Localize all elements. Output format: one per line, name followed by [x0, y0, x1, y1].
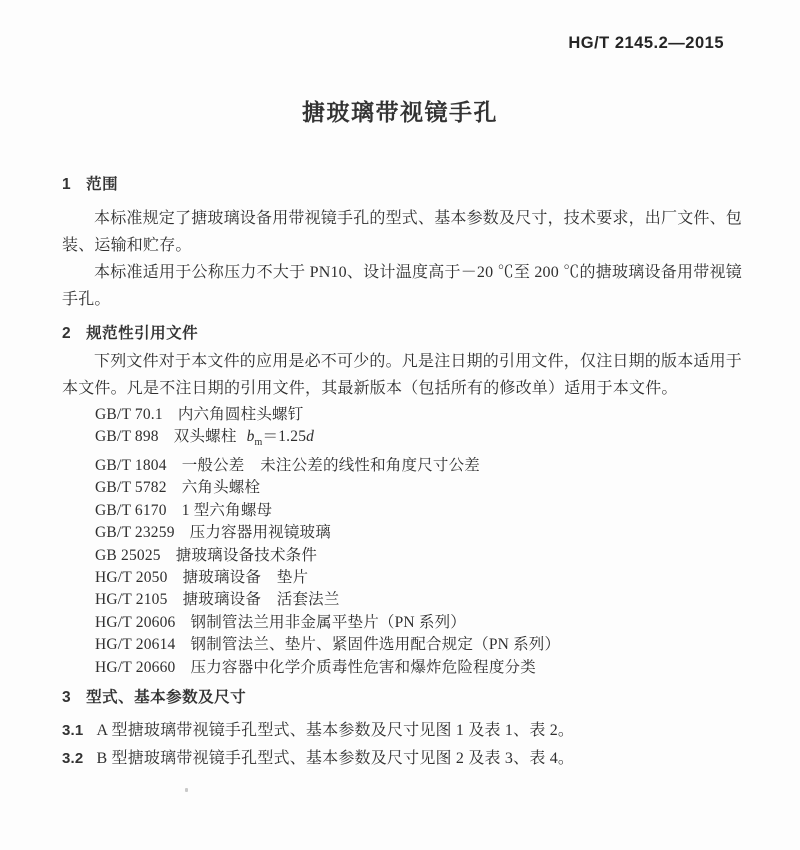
formula-equality: ＝1.25 — [262, 428, 307, 446]
section-title: 型式、基本参数及尺寸 — [86, 688, 247, 706]
standard-number: HG/T 2145.2—2015 — [568, 34, 724, 52]
reference-item — [95, 477, 742, 499]
reference-code: GB/T 6170 — [95, 501, 167, 519]
reference-list — [95, 404, 742, 679]
reference-item — [95, 612, 742, 634]
reference-title: 搪玻璃设备技术条件 — [175, 546, 318, 564]
reference-title: 一般公差 未注公差的线性和角度尺寸公差 — [181, 456, 481, 474]
reference-item — [95, 567, 742, 589]
reference-title: 搪玻璃设备 垫片 — [182, 568, 309, 586]
formula-subscript: m — [254, 437, 263, 449]
clause-3-2 — [62, 745, 742, 773]
clause-number: 3.2 — [62, 749, 84, 767]
clause-number: 3.1 — [62, 721, 84, 739]
reference-title: 压力容器用视镜玻璃 — [189, 524, 331, 542]
section-heading-types-parameters — [62, 687, 742, 708]
reference-code: GB 25025 — [95, 546, 161, 564]
reference-title: 六角头螺栓 — [181, 479, 261, 497]
reference-title: 钢制管法兰、垫片、紧固件选用配合规定（PN 系列） — [190, 636, 561, 654]
reference-title: 钢制管法兰用非金属平垫片（PN 系列） — [190, 613, 467, 631]
paragraph-references-intro: 下列文件对于本文件的应用是必不可少的。凡是注日期的引用文件，仅注日期的版本适用于本文件。凡是不注日期的引用文件，其最新版本（包括所有的修改单）适用于本文件。 — [62, 353, 743, 397]
document-title: 搪玻璃带视镜手孔 — [302, 99, 498, 125]
reference-title: 双头螺柱 — [173, 428, 237, 446]
reference-item — [95, 426, 742, 455]
paragraph-scope-1: 本标准规定了搪玻璃设备用带视镜手孔的型式、基本参数及尺寸，技术要求，出厂文件、包装、运输和贮存。 — [62, 210, 743, 254]
reference-title: 压力容器中化学介质毒性危害和爆炸危险程度分类 — [190, 658, 536, 676]
clause-text: A 型搪玻璃带视镜手孔型式、基本参数及尺寸见图 1 及表 1、表 2。 — [96, 721, 575, 739]
clause-3-1 — [62, 717, 742, 745]
reference-formula — [246, 428, 315, 449]
reference-title: 1 型六角螺母 — [181, 501, 273, 519]
reference-code: GB/T 5782 — [95, 479, 167, 497]
clause-text: B 型搪玻璃带视镜手孔型式、基本参数及尺寸见图 2 及表 3、表 4。 — [96, 749, 575, 767]
reference-code: HG/T 2105 — [95, 591, 168, 609]
reference-item — [95, 589, 742, 611]
paragraph-scope-2: 本标准适用于公称压力不大于 PN10、设计温度高于－20 ℃至 200 ℃的搪玻璃设备用带视镜手孔。 — [62, 264, 742, 308]
section-title: 规范性引用文件 — [86, 325, 199, 342]
reference-item — [95, 545, 742, 567]
formula-variable: b — [246, 428, 255, 446]
reference-title: 内六角圆柱头螺钉 — [177, 406, 304, 423]
section-number: 3 — [62, 688, 72, 706]
section-heading-scope — [62, 174, 742, 195]
reference-item — [95, 657, 742, 679]
clause-list — [62, 717, 742, 773]
reference-code: HG/T 20614 — [95, 636, 176, 654]
reference-code: GB/T 70.1 — [95, 406, 163, 423]
reference-item — [95, 500, 742, 522]
section-title: 范围 — [86, 176, 119, 193]
reference-item — [95, 404, 742, 426]
reference-item — [95, 455, 742, 477]
section-heading-normative-references — [62, 323, 742, 344]
reference-code: HG/T 2050 — [95, 568, 168, 586]
reference-code: HG/T 20606 — [95, 613, 176, 631]
section-number: 2 — [62, 325, 72, 342]
section-number: 1 — [62, 176, 72, 193]
scan-speck — [185, 788, 188, 792]
reference-code: GB/T 23259 — [95, 524, 175, 542]
formula-variable: d — [306, 428, 315, 446]
reference-code: GB/T 898 — [95, 428, 159, 446]
reference-item — [95, 634, 742, 656]
document-body — [0, 174, 800, 773]
reference-code: GB/T 1804 — [95, 456, 167, 474]
reference-item — [95, 522, 742, 544]
reference-title: 搪玻璃设备 活套法兰 — [182, 591, 340, 609]
reference-code: HG/T 20660 — [95, 658, 176, 676]
